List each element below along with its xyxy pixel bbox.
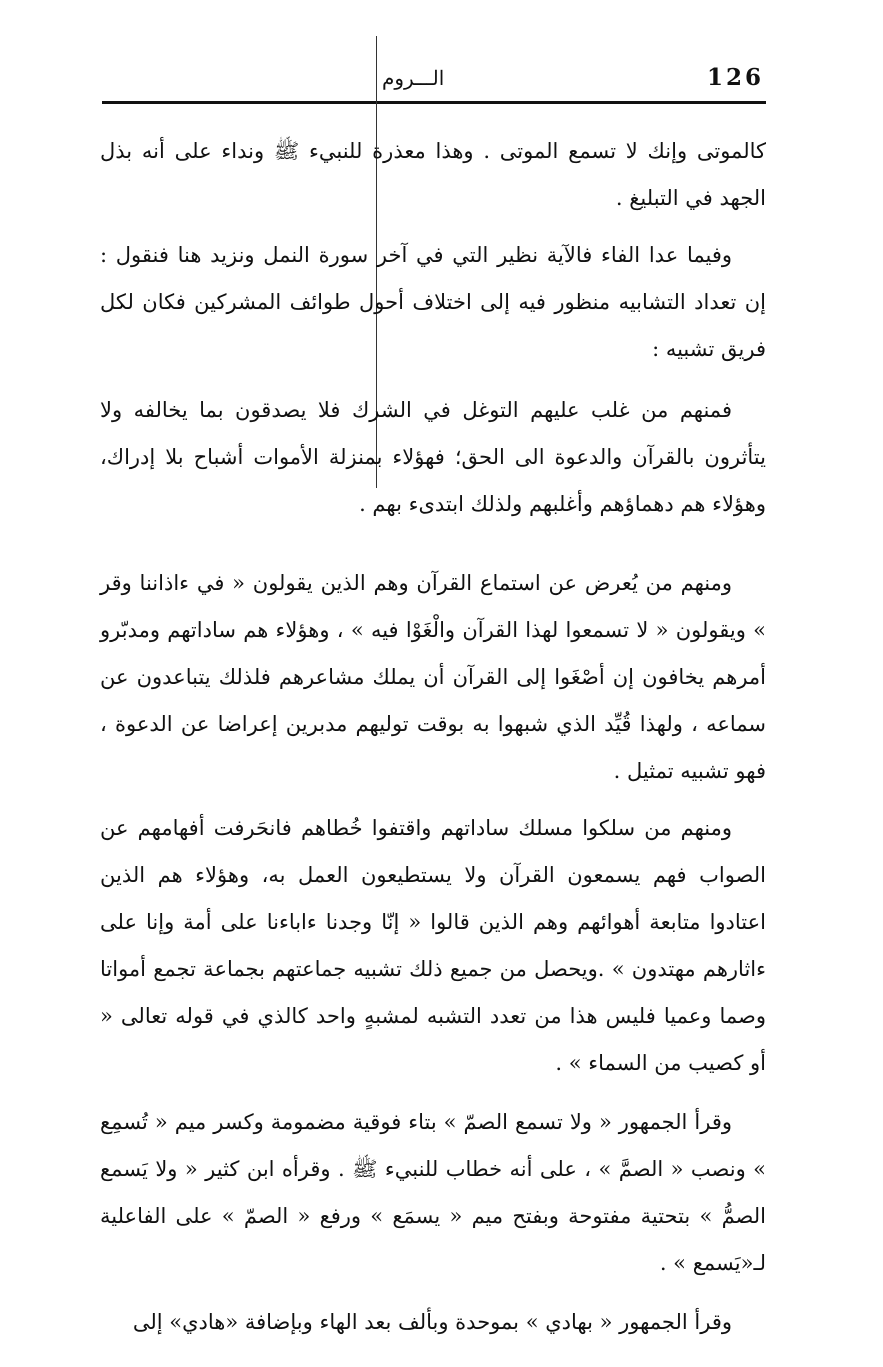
paragraph-5-text: ومنهم من سلكوا مسلك ساداتهم واقتفوا خُطاهم فانحَرفت أفهامهم عن الصواب فهم يسمعون القرآن ولا يستطيعون العمل به، وهؤلاء هم الذين اعتادوا متابعة أهوائهم وهم الذين قالوا « إنّا وجدنا ءاباءنا على أمة وإنا على ءاثارهم مهتدون » .ويحصل من جميع ذلك تشبيه جماعتهم بجماعة تجمع أمواتا وصما وعميا فليس هذا من تعدد التشبه لمشبهٍ واحد كالذي في قوله تعالى « أو كصيب من السماء » . — [100, 816, 766, 1075]
paragraph-7 — [100, 1299, 766, 1346]
paragraph-6-text: وقرأ الجمهور « ولا تسمع الصمّ » بتاء فوقية مضمومة وكسر ميم « تُسمِع » ونصب « الصمَّ » ، على أنه خطاب للنبيء ﷺ . وقرأه ابن كثير « ولا يَسمع الصمُّ » بتحتية مفتوحة وبفتح ميم « يسمَع » ورفع « الصمّ » على الفاعلية لـ«يَسمع » . — [100, 1110, 766, 1275]
paragraph-2-text: وفيما عدا الفاء فالآية نظير التي في آخر سورة النمل ونزيد هنا فنقول : إن تعداد التشابيه منظور فيه إلى اختلاف أحول طوائف المشركين فكان لكل فريق تشبيه : — [100, 243, 766, 361]
paragraph-3 — [100, 387, 766, 528]
paragraph-3-text: فمنهم من غلب عليهم التوغل في الشرك فلا يصدقون بما يخالفه ولا يتأثرون بالقرآن والدعوة الى الحق؛ فهؤلاء بمنزلة الأموات أشباح بلا إدراك، وهؤلاء هم دهماؤهم وأغلبهم ولذلك ابتدىء بهم . — [100, 398, 766, 516]
paragraph-5 — [100, 805, 766, 1087]
page-body — [100, 128, 766, 1346]
paragraph-4-text: ومنهم من يُعرض عن استماع القرآن وهم الذين يقولون « في ءاذاننا وقر » ويقولون « لا تسمعوا لهذا القرآن والْغَوْا فيه » ، وهؤلاء هم ساداتهم ومدبّرو أمرهم يخافون إن أصْغَوا إلى القرآن أن يملك مشاعرهم فلذلك يتباعدون عن سماعه ، ولهذا قُيِّد الذي شبهوا به بوقت توليهم مدبرين إعراضا عن الدعوة ، فهو تشبيه تمثيل . — [100, 571, 766, 783]
page-header — [102, 58, 764, 102]
header-rule — [102, 101, 766, 104]
paragraph-1 — [100, 128, 766, 222]
paragraph-4 — [100, 560, 766, 795]
paragraph-1-text: كالموتى وإنك لا تسمع الموتى . وهذا معذرة للنبيء ﷺ ونداء على أنه بذل الجهد في التبليغ . — [100, 139, 766, 210]
running-title: الـــروم — [382, 66, 445, 90]
paragraph-7-text: وقرأ الجمهور « بهادي » بموحدة وبألف بعد الهاء وبإضافة «هادي» إلى — [132, 1310, 732, 1334]
page-number: 126 — [706, 64, 764, 91]
paragraph-2 — [100, 232, 766, 373]
paragraph-6 — [100, 1099, 766, 1287]
